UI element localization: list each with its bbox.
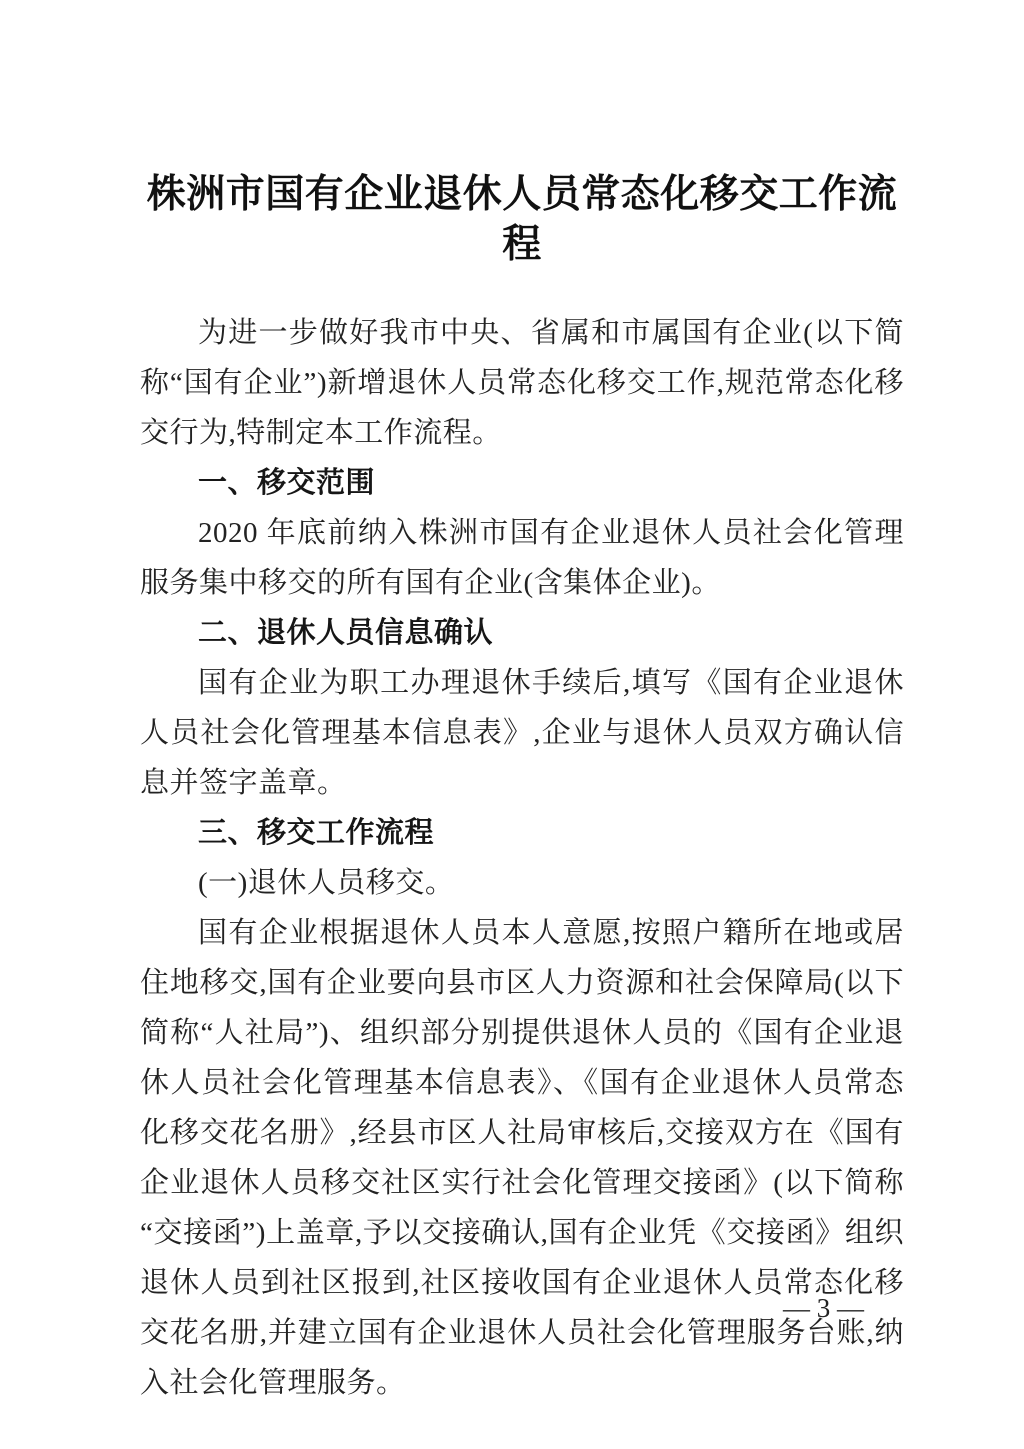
section-2-paragraph: 国有企业为职工办理退休手续后,填写《国有企业退休人员社会化管理基本信息表》,企业与退休人员双方确认信息并签字盖章。 xyxy=(140,667,904,799)
section-1-paragraph: 2020 年底前纳入株洲市国有企业退休人员社会化管理服务集中移交的所有国有企业(含集体企业)。 xyxy=(140,517,904,599)
section-3-subheading-1: (一)退休人员移交。 xyxy=(198,867,455,899)
page-number: — 3 — xyxy=(783,1293,864,1323)
document-title: 株洲市国有企业退休人员常态化移交工作流程 xyxy=(146,173,898,266)
page-footer xyxy=(783,1292,864,1324)
intro-paragraph: 为进一步做好我市中央、省属和市属国有企业(以下简称“国有企业”)新增退休人员常态化移交工作,规范常态化移交行为,特制定本工作流程。 xyxy=(140,317,904,449)
section-3-heading: 三、移交工作流程 xyxy=(198,817,435,849)
section-3-paragraph-1: 国有企业根据退休人员本人意愿,按照户籍所在地或居住地移交,国有企业要向县市区人力资源和社会保障局(以下简称“人社局”)、组织部分别提供退休人员的《国有企业退休人员社会化管理基本信息表》、《国有企业退休人员常态化移交花名册》,经县市区人社局审核后,交接双方在《国有企业退休人员移交社区实行社会化管理交接函》(以下简称“交接函”)上盖章,予以交接确认,国有企业凭《交接函》组织退休人员到社区报到,社区接收国有企业退休人员常态化移交花名册,并建立国有企业退休人员社会化管理服务台账,纳入社会化管理服务。 xyxy=(140,917,904,1399)
section-1-heading: 一、移交范围 xyxy=(198,467,376,499)
section-2-heading: 二、退休人员信息确认 xyxy=(198,617,494,649)
